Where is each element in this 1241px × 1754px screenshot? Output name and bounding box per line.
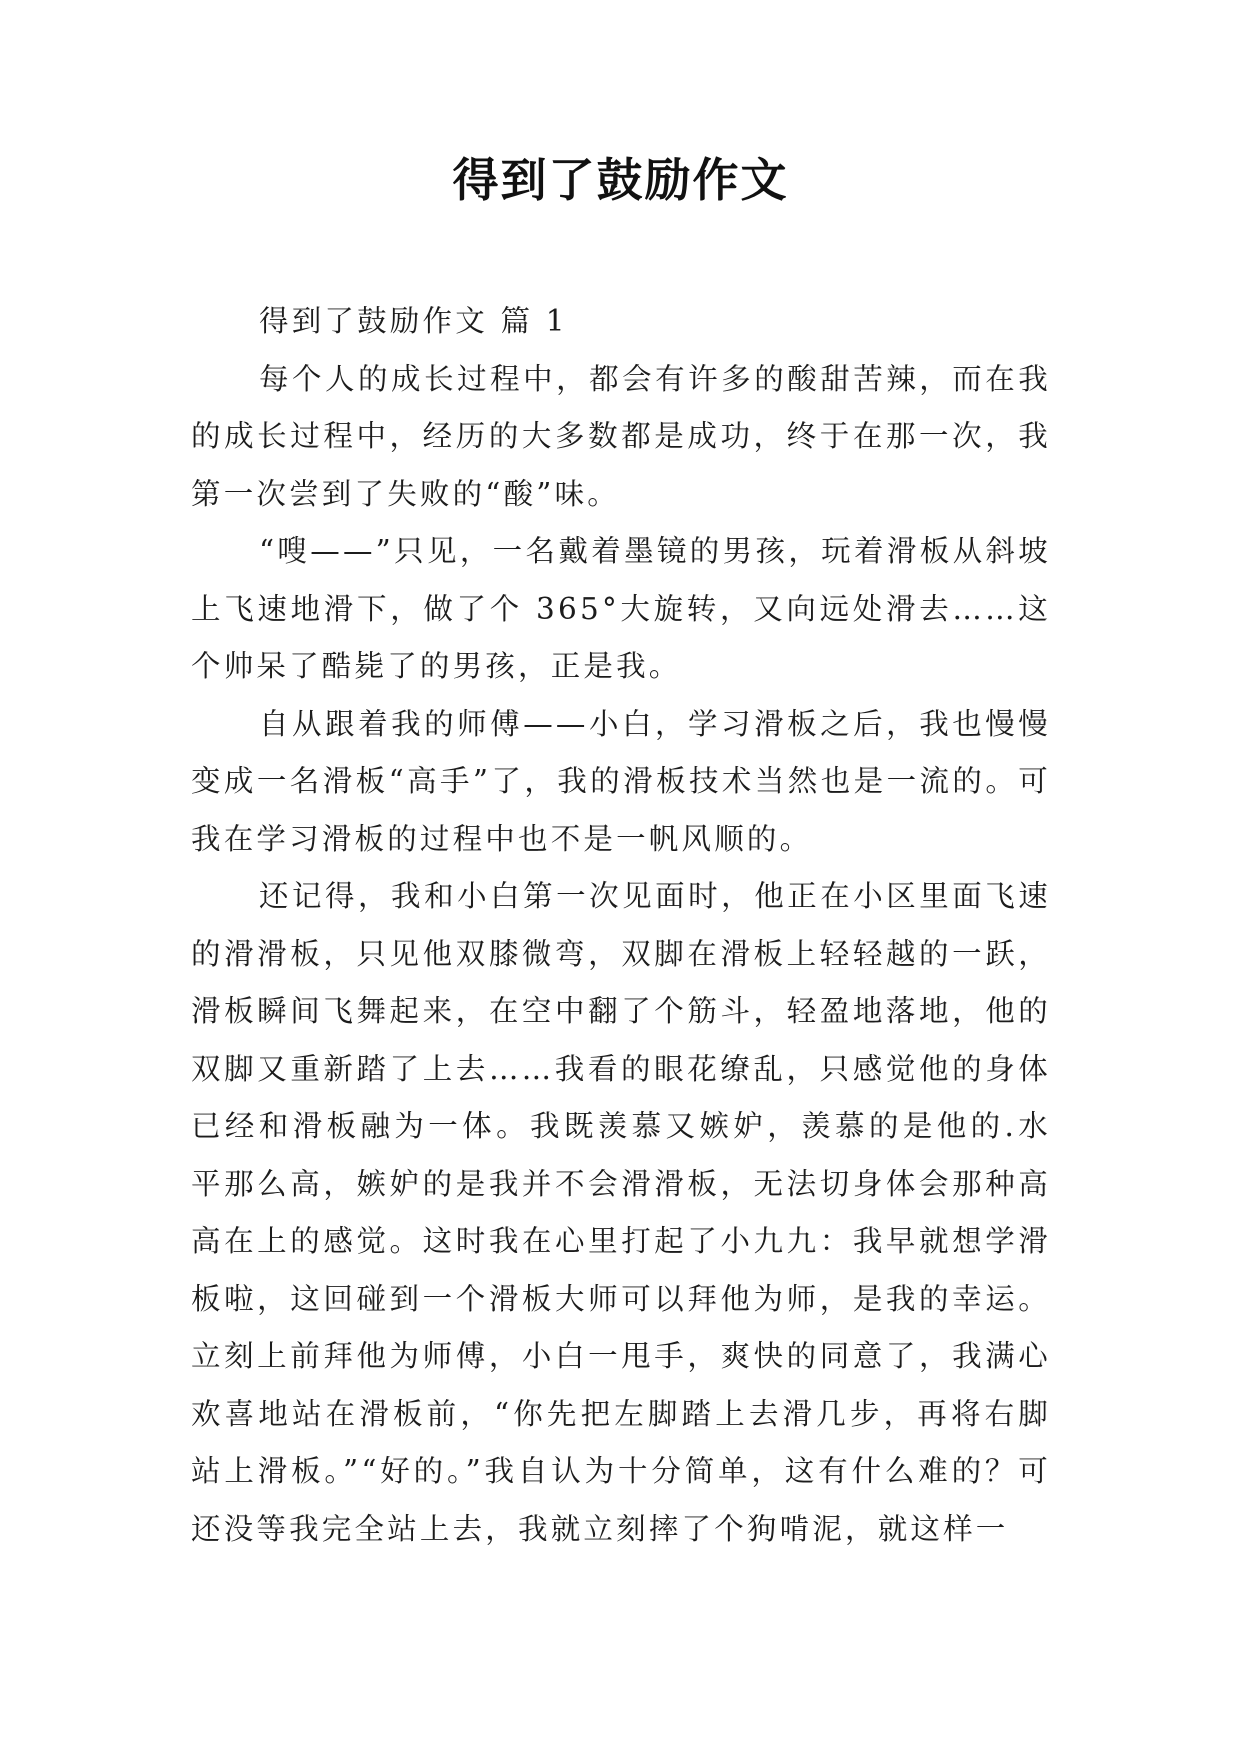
paragraph-2: “嗖——”只见，一名戴着墨镜的男孩，玩着滑板从斜坡上飞速地滑下，做了个 365°大旋转，又向远处滑去……这个帅呆了酷毙了的男孩，正是我。 bbox=[191, 534, 1051, 683]
paragraph-1: 每个人的成长过程中，都会有许多的酸甜苦辣，而在我的成长过程中，经历的大多数都是成功，终于在那一次，我第一次尝到了失败的“酸”味。 bbox=[191, 361, 1051, 511]
document-title: 得到了鼓励作文 bbox=[452, 153, 789, 207]
section-heading: 得到了鼓励作文 篇 1 bbox=[259, 304, 568, 338]
paragraph-4: 还记得，我和小白第一次见面时，他正在小区里面飞速的滑滑板，只见他双膝微弯，双脚在滑板上轻轻越的一跃，滑板瞬间飞舞起来，在空中翻了个筋斗，轻盈地落地，他的双脚又重新踏了上去……我看的眼花缭乱，只感觉他的身体已经和滑板融为一体。我既羡慕又嫉妒，羡慕的是他的.水平那么高，嫉妒的是我并不会滑滑板，无法切身体会那种高高在上的感觉。这时我在心里打起了小九九：我早就想学滑板啦，这回碰到一个滑板大师可以拜他为师，是我的幸运。立刻上前拜他为师傅，小白一甩手，爽快的同意了，我满心欢喜地站在滑板前，“你先把左脚踏上去滑几步，再将右脚站上滑板。”“好的。”我自认为十分简单，这有什么难的？可还没等我完全站上去，我就立刻摔了个狗啃泥，就这样一 bbox=[191, 879, 1051, 1546]
document-body bbox=[191, 293, 1051, 1558]
paragraph-3: 自从跟着我的师傅——小白，学习滑板之后，我也慢慢变成一名滑板“高手”了，我的滑板技术当然也是一流的。可我在学习滑板的过程中也不是一帆风顺的。 bbox=[191, 706, 1051, 856]
